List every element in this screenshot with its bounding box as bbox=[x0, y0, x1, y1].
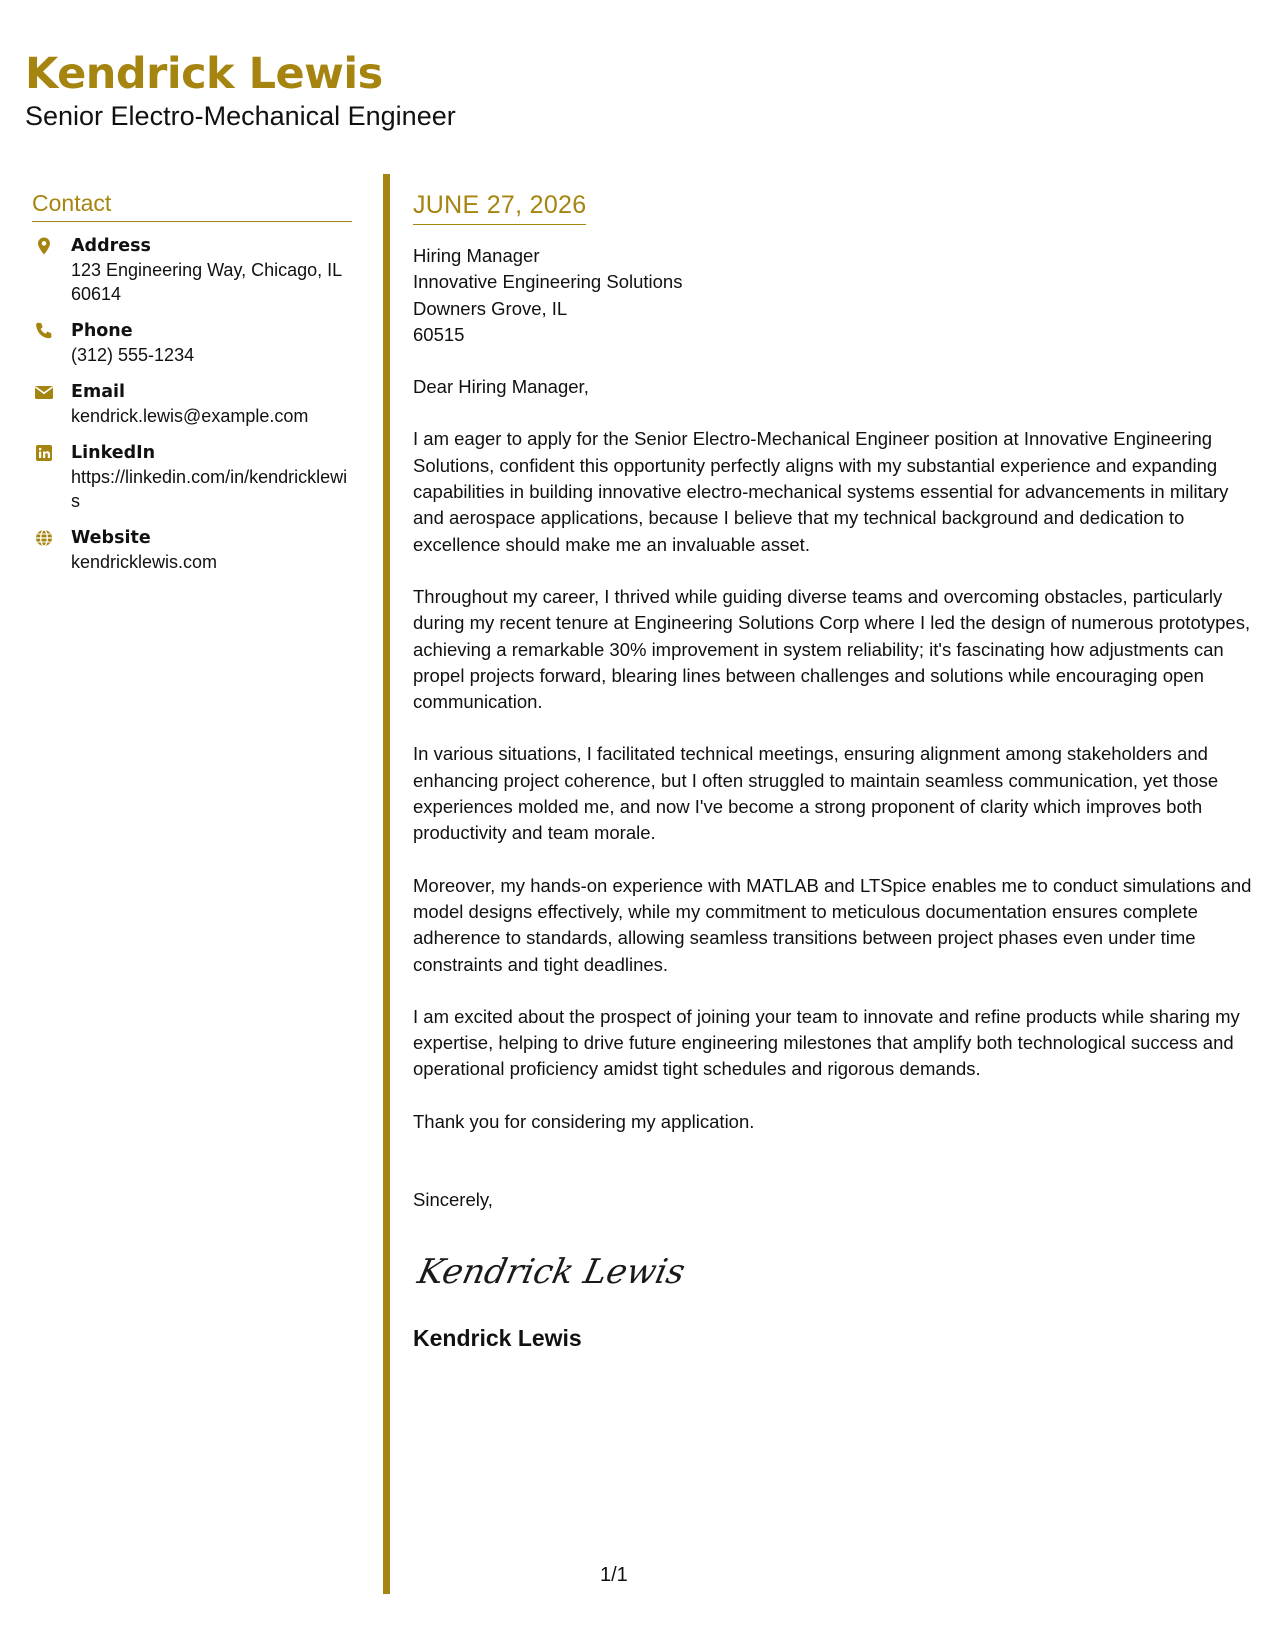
body-paragraph: Thank you for considering my application. bbox=[413, 1110, 755, 1132]
recipient-block bbox=[413, 243, 1253, 348]
body-paragraph: In various situations, I facilitated technical meetings, ensuring alignment among stakeholders and enhancing project coherence, but I often struggled to maintain seamless communication, yet those experiences molded me, and now I've become a strong proponent of clarity which improves both productivity and team morale. bbox=[413, 743, 1219, 844]
closing: Sincerely, bbox=[413, 1189, 493, 1211]
contact-item-email bbox=[32, 380, 352, 428]
signed-name: Kendrick Lewis bbox=[413, 1325, 582, 1352]
cover-letter bbox=[413, 190, 1253, 1353]
contact-label: Address bbox=[71, 236, 151, 256]
globe-icon bbox=[34, 528, 54, 548]
body-paragraph: Moreover, my hands-on experience with MATLAB and LTSpice enables me to conduct simulations and model designs effectively, while my commitment to meticulous documentation ensures complete adherence to standards, allowing seamless transitions between project phases even under time constraints and tight deadlines. bbox=[413, 874, 1252, 975]
column-divider bbox=[383, 174, 390, 1594]
body-paragraph: I am excited about the prospect of joining your team to innovate and refine products while sharing my expertise, helping to drive future engineering milestones that amplify both technological success and operational proficiency amidst tight schedules and rigorous demands. bbox=[413, 1005, 1240, 1080]
contact-item-linkedin bbox=[32, 441, 352, 513]
contact-label: Email bbox=[71, 382, 125, 402]
body-paragraph: Throughout my career, I thrived while guiding diverse teams and overcoming obstacles, particularly during my recent tenure at Engineering Solutions Corp where I led the design of numerous prototypes, achieving a remarkable 30% improvement in system reliability; it's fascinating how adjustments can propel projects forward, blearing lines between challenges and solutions while encouraging open communication. bbox=[413, 585, 1251, 713]
contact-label: Phone bbox=[71, 321, 133, 341]
contact-value[interactable]: kendrick.lewis@example.com bbox=[71, 406, 309, 426]
job-title: Senior Electro-Mechanical Engineer bbox=[25, 101, 456, 131]
contact-value[interactable]: kendricklewis.com bbox=[71, 552, 218, 572]
contact-label: LinkedIn bbox=[71, 443, 156, 463]
contact-list bbox=[32, 234, 352, 574]
contact-heading: Contact bbox=[32, 188, 352, 222]
contact-item-website bbox=[32, 526, 352, 574]
signature-text: Kendrick Lewis bbox=[414, 1252, 689, 1293]
linkedin-icon bbox=[34, 443, 54, 463]
letter-date: JUNE 27, 2026 bbox=[413, 190, 586, 225]
envelope-icon bbox=[34, 382, 54, 402]
recipient-line: 60515 bbox=[413, 323, 465, 345]
contact-item-address bbox=[32, 234, 352, 306]
recipient-line: Innovative Engineering Solutions bbox=[413, 271, 683, 293]
map-pin-icon bbox=[34, 236, 54, 256]
contact-label: Website bbox=[71, 528, 151, 548]
page-number: 1/1 bbox=[600, 1564, 628, 1586]
salutation: Dear Hiring Manager, bbox=[413, 376, 589, 398]
candidate-name: Kendrick Lewis bbox=[25, 49, 383, 99]
recipient-line: Downers Grove, IL bbox=[413, 297, 568, 319]
phone-icon bbox=[34, 321, 54, 341]
contact-value: 123 Engineering Way, Chicago, IL 60614 bbox=[71, 260, 342, 304]
contact-value: (312) 555-1234 bbox=[71, 345, 195, 365]
body-paragraph: I am eager to apply for the Senior Electro-Mechanical Engineer position at Innovative Engineering Solutions, confident this opportunity perfectly aligns with my substantial experience and expanding capabilities in building innovative electro-mechanical systems essential for advancements in military and aerospace applications, because I believe that my technical background and dedication to excellence should make me an invaluable asset. bbox=[413, 428, 1229, 555]
handwritten-signature bbox=[414, 1241, 1253, 1301]
contact-item-phone bbox=[32, 319, 352, 367]
recipient-line: Hiring Manager bbox=[413, 245, 540, 266]
contact-value[interactable]: https://linkedin.com/in/kendricklewis bbox=[71, 467, 348, 511]
contact-sidebar bbox=[32, 188, 352, 587]
